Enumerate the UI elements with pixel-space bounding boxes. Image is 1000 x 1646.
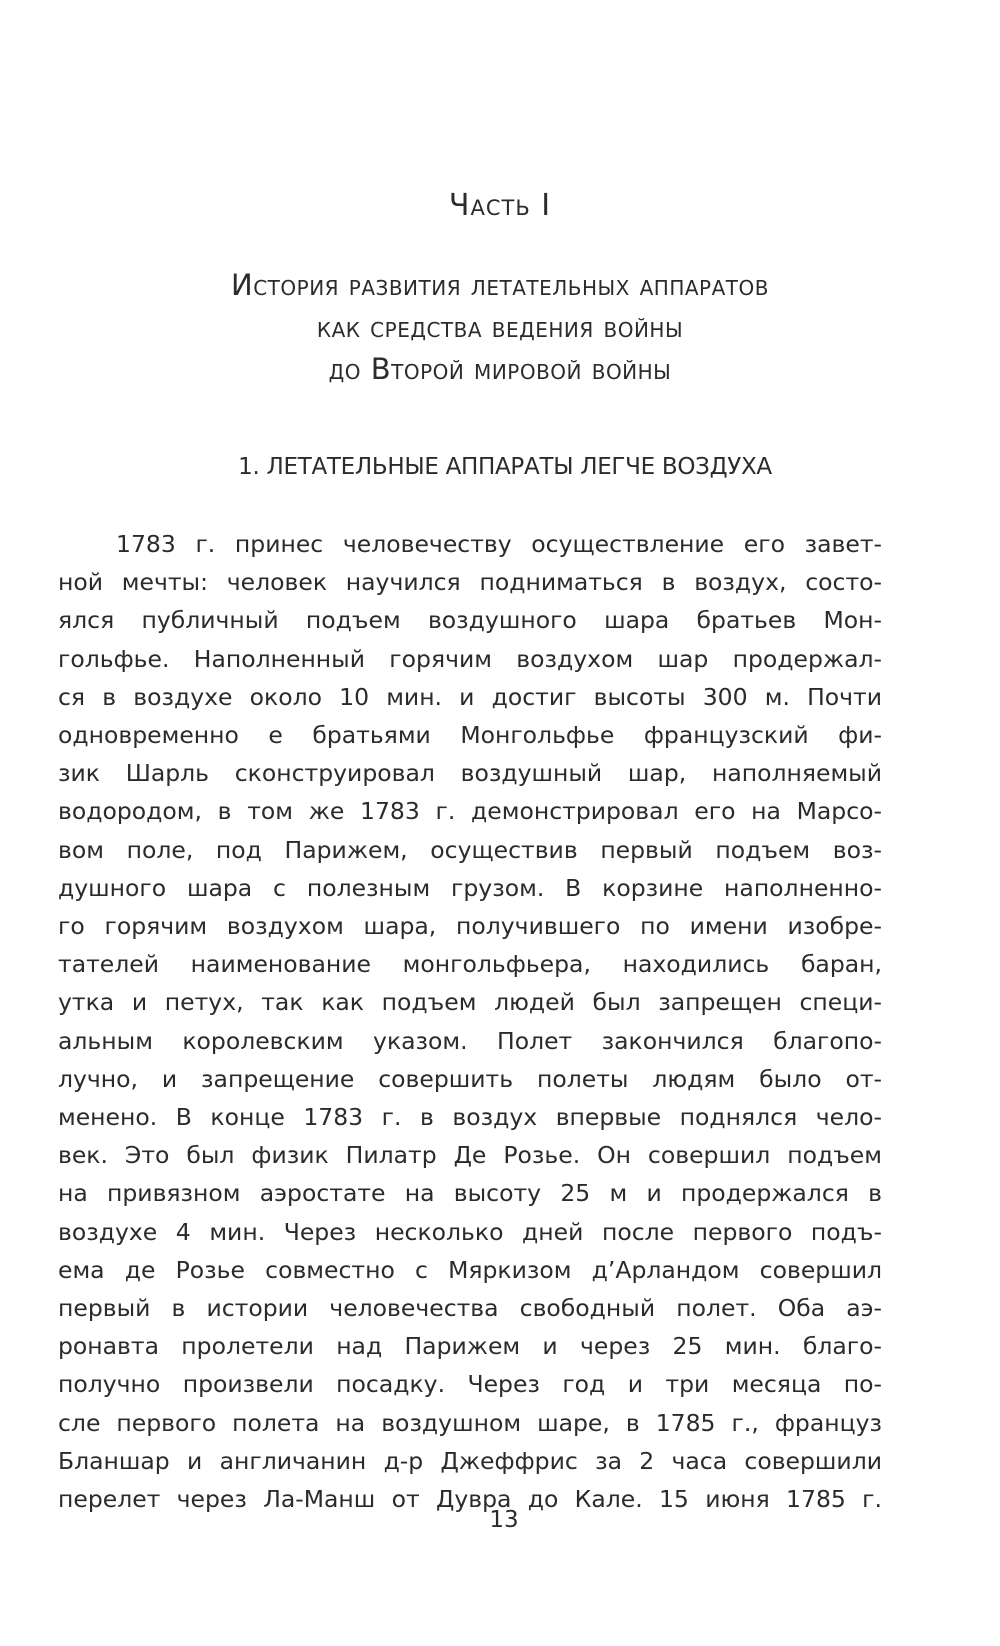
text-line: первый в истории человечества свободный полет. Оба аэ- — [58, 1294, 882, 1323]
text-line: получно произвели посадку. Через год и три месяца по- — [58, 1370, 882, 1399]
page-number: 13 — [489, 1507, 519, 1533]
text-line: сле первого полета на воздушном шаре, в 1785 г., француз — [58, 1408, 882, 1437]
chapter-title-line-3: до Второй мировой войны — [328, 352, 672, 386]
section-heading: 1. ЛЕТАТЕЛЬНЫЕ АППАРАТЫ ЛЕГЧЕ ВОЗДУХА — [238, 454, 772, 480]
text-line: менено. В конце 1783 г. в воздух впервые поднялся чело- — [58, 1103, 882, 1132]
text-line: 1783 г. принес человечеству осуществление его завет- — [116, 530, 882, 558]
part-title: Часть I — [448, 188, 552, 223]
text-line: Бланшар и англичанин д-р Джеффрис за 2 часа совершили — [58, 1446, 882, 1475]
text-line: ялся публичный подъем воздушного шара братьев Мон- — [58, 606, 882, 635]
text-line: го горячим воздухом шара, получившего по имени изобре- — [58, 912, 882, 941]
text-line: тателей наименование монгольфьера, находились баран, — [58, 950, 882, 979]
chapter-title — [0, 264, 1000, 390]
text-line: зик Шарль сконструировал воздушный шар, наполняемый — [58, 759, 882, 788]
chapter-title-line-2: как средства ведения войны — [316, 310, 684, 344]
text-line: гольфье. Наполненный горячим воздухом шар продержал- — [58, 644, 882, 673]
text-line: душного шара с полезным грузом. В корзине наполненно- — [58, 873, 882, 902]
text-line: ронавта пролетели над Парижем и через 25 мин. благо- — [58, 1332, 882, 1361]
text-line: на привязном аэростате на высоту 25 м и продержался в — [58, 1179, 882, 1208]
text-line: лучно, и запрещение совершить полеты людям было от- — [58, 1064, 882, 1093]
text-line: век. Это был физик Пилатр Де Розье. Он совершил подъем — [58, 1141, 882, 1170]
body-paragraph — [58, 525, 882, 1518]
text-line: воздухе 4 мин. Через несколько дней после первого подъ- — [58, 1217, 882, 1246]
text-line: ема де Розье совместно с Мяркизом д’Арландом совершил — [58, 1255, 882, 1284]
text-line: ся в воздухе около 10 мин. и достиг высоты 300 м. Почти — [58, 682, 882, 711]
text-line: перелет через Ла-Манш от Дувра до Кале. 15 июня 1785 г. — [58, 1485, 882, 1514]
text-line: ной мечты: человек научился подниматься в воздух, состо- — [58, 568, 882, 597]
chapter-title-line-1: История развития летательных аппаратов — [231, 268, 769, 302]
text-line: водородом, в том же 1783 г. демонстрировал его на Марсо- — [58, 797, 882, 826]
text-line: утка и петух, так как подъем людей был запрещен специ- — [58, 988, 882, 1017]
text-line: одновременно е братьями Монгольфье французский фи- — [58, 721, 882, 750]
text-line: вом поле, под Парижем, осуществив первый подъем воз- — [58, 835, 882, 864]
text-line: альным королевским указом. Полет закончился благопо- — [58, 1026, 882, 1055]
